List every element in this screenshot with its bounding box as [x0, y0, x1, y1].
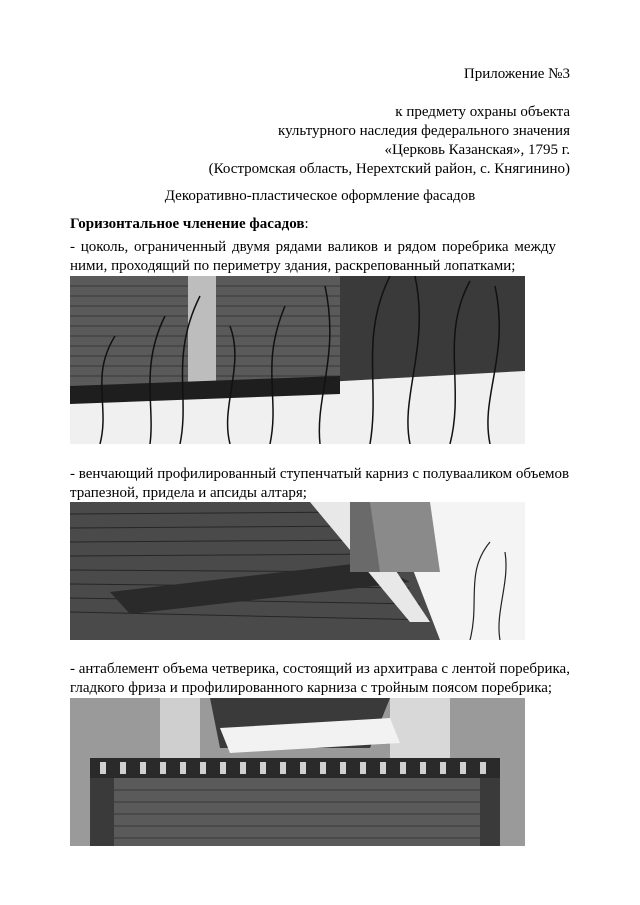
- item-line: гладкого фриза и профилированного карниза с тройным поясом поребрика;: [70, 680, 553, 696]
- subject-line: (Костромская область, Нерехтский район, с. Княгинино): [208, 161, 570, 177]
- section-heading: Декоративно-пластическое оформление фасадов: [164, 188, 476, 204]
- item-plinth-text: [70, 238, 556, 276]
- item-entablature-text: [70, 660, 570, 698]
- group-title-colon: :: [304, 216, 309, 232]
- item-line: ними, проходящий по периметру здания, раскрепованный лопатками;: [70, 258, 516, 274]
- protection-subject-block: [209, 103, 570, 179]
- subject-line: культурного наследия федерального значения: [278, 123, 570, 139]
- item-cornice-text: [70, 465, 570, 503]
- photo-cornice: [70, 502, 525, 640]
- item-line: трапезной, придела и апсиды алтаря;: [70, 485, 307, 501]
- group-title-text: Горизонтальное членение фасадов: [70, 216, 305, 232]
- appendix-title: Приложение №3: [463, 66, 570, 82]
- group-title: [70, 216, 309, 233]
- item-line: - венчающий профилированный ступенчатый карниз с полувааликом объемов: [70, 466, 570, 482]
- item-line: - цоколь, ограниченный двумя рядами валиков и рядом поребрика между: [70, 239, 556, 255]
- photo-entablature: [70, 698, 525, 846]
- subject-line: к предмету охраны объекта: [395, 104, 570, 120]
- item-line: - антаблемент объема четверика, состоящий из архитрава с лентой поребрика,: [70, 661, 570, 677]
- subject-line: «Церковь Казанская», 1795 г.: [384, 142, 570, 158]
- photo-plinth: [70, 276, 525, 444]
